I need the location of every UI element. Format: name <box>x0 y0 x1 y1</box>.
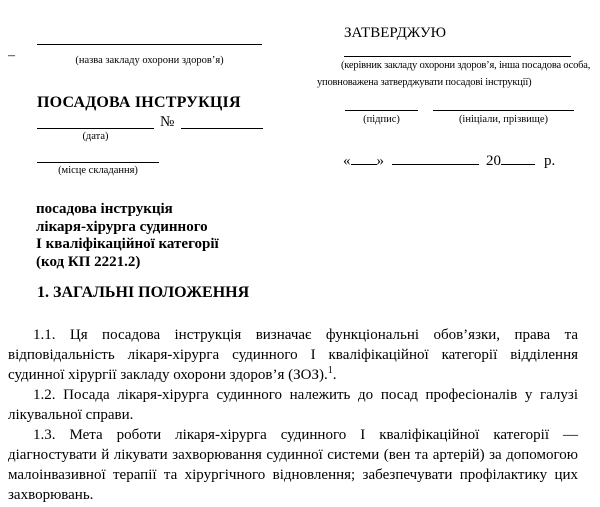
paragraph-1-1-text: 1.1. Ця посадова інструкція визначає функціональні обов’язки, права та відповідальність лікаря-хірурга судинного І кваліфікаційної категорії відділення судинної хірургії закладу охорони здоров’я (ЗОЗ). <box>8 327 578 383</box>
approval-title: ЗАТВЕРДЖУЮ <box>344 25 447 41</box>
subject-line-3: І кваліфікаційної категорії <box>36 236 219 252</box>
day-blank-line <box>351 150 377 165</box>
number-sign: № <box>160 114 175 130</box>
place-label: (місце складання) <box>58 165 138 176</box>
year-blank-line <box>501 150 535 165</box>
date-label: (дата) <box>82 131 109 142</box>
subject-block <box>36 201 219 271</box>
facility-name-label: (назва закладу охорони здоров’я) <box>75 55 224 66</box>
paragraph-1-2: 1.2. Посада лікаря-хірурга судинного належить до посад професіоналів у галузі лікувальної справи. <box>8 387 578 423</box>
facility-name-blank-line <box>37 37 262 45</box>
approver-signature-blank-line <box>344 49 571 57</box>
place-blank-line <box>37 155 159 163</box>
section-body <box>8 325 578 505</box>
subject-line-2: лікаря-хірурга судинного <box>36 218 208 235</box>
approver-note-line-1: (керівник закладу охорони здоров’я, інша посадова особа, <box>341 60 591 71</box>
paragraph-1-1 <box>8 325 578 385</box>
initials-blank-line <box>433 103 574 111</box>
number-blank-line <box>181 121 263 129</box>
document-title: ПОСАДОВА ІНСТРУКЦІЯ <box>37 94 241 111</box>
subject-line-1: посадова інструкція <box>36 201 173 217</box>
year-century: 20 <box>486 153 501 169</box>
paragraph-1-1-tail: . <box>332 367 337 383</box>
year-suffix: р. <box>544 153 556 169</box>
paragraph-1-3: 1.3. Мета роботи лікаря-хірурга судинного І кваліфікаційної категорії — діагностувати й лікувати захворювання судинної системи (вен та артерій) за допомогою малоінвазивної терапії та хірургічного відновлення; забезпечувати профілактику цих захворювань. <box>8 427 578 503</box>
signature-label: (підпис) <box>363 114 400 125</box>
subject-line-4: (код КП 2221.2) <box>36 253 141 270</box>
approval-date-row <box>343 150 555 170</box>
month-blank-line <box>392 150 479 165</box>
margin-dash: – <box>8 48 15 63</box>
date-open-quote: « <box>343 153 351 169</box>
date-close-quote: » <box>376 153 384 169</box>
signature-blank-line <box>345 103 418 111</box>
approver-note-line-2: уповноважена затверджувати посадові інструкції) <box>317 77 532 88</box>
date-blank-line <box>37 121 154 129</box>
initials-label: (ініціали, прізвище) <box>458 114 549 125</box>
footnote-ref-1: 1 <box>327 365 333 376</box>
section-heading: 1. ЗАГАЛЬНІ ПОЛОЖЕННЯ <box>37 284 250 301</box>
